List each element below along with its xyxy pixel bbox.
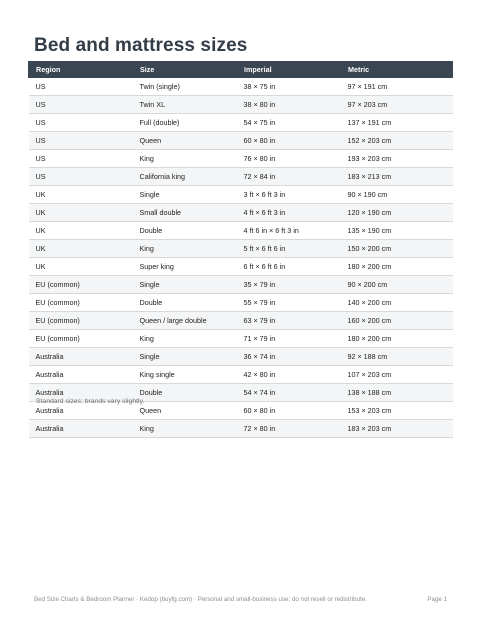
table-row xyxy=(29,240,453,258)
cell-metric: 97 × 191 cm xyxy=(341,78,453,96)
cell-size: Double xyxy=(133,222,237,240)
cell-imperial: 4 ft × 6 ft 3 in xyxy=(237,204,341,222)
bed-sizes-table xyxy=(28,61,453,438)
page-number: Page 1 xyxy=(427,596,447,603)
header-imperial: Imperial xyxy=(237,62,341,78)
table-row xyxy=(29,114,453,132)
cell-size: Queen xyxy=(133,132,237,150)
table-body xyxy=(29,78,453,438)
table-row xyxy=(29,168,453,186)
cell-imperial: 6 ft × 6 ft 6 in xyxy=(237,258,341,276)
cell-imperial: 3 ft × 6 ft 3 in xyxy=(237,186,341,204)
header-metric: Metric xyxy=(341,62,453,78)
cell-metric: 180 × 200 cm xyxy=(341,330,453,348)
cell-imperial: 55 × 79 in xyxy=(237,294,341,312)
cell-size: California king xyxy=(133,168,237,186)
cell-size: Small double xyxy=(133,204,237,222)
cell-metric: 90 × 200 cm xyxy=(341,276,453,294)
cell-region: US xyxy=(29,168,133,186)
cell-metric: 152 × 203 cm xyxy=(341,132,453,150)
table-row xyxy=(29,204,453,222)
table-row xyxy=(29,348,453,366)
cell-metric: 90 × 190 cm xyxy=(341,186,453,204)
cell-metric: 140 × 200 cm xyxy=(341,294,453,312)
cell-metric: 137 × 191 cm xyxy=(341,114,453,132)
table-row xyxy=(29,186,453,204)
cell-size: Full (double) xyxy=(133,114,237,132)
cell-imperial: 63 × 79 in xyxy=(237,312,341,330)
cell-size: Double xyxy=(133,384,237,402)
cell-region: Australia xyxy=(29,366,133,384)
cell-size: Double xyxy=(133,294,237,312)
cell-size: King xyxy=(133,420,237,438)
table-row xyxy=(29,78,453,96)
cell-region: Australia xyxy=(29,348,133,366)
cell-metric: 138 × 188 cm xyxy=(341,384,453,402)
cell-imperial: 42 × 80 in xyxy=(237,366,341,384)
cell-region: Australia xyxy=(29,402,133,420)
cell-metric: 150 × 200 cm xyxy=(341,240,453,258)
cell-size: Super king xyxy=(133,258,237,276)
cell-metric: 180 × 200 cm xyxy=(341,258,453,276)
cell-region: US xyxy=(29,114,133,132)
cell-size: King xyxy=(133,240,237,258)
page-title: Bed and mattress sizes xyxy=(34,35,248,56)
cell-size: Twin XL xyxy=(133,96,237,114)
cell-region: EU (common) xyxy=(29,312,133,330)
cell-region: EU (common) xyxy=(29,294,133,312)
table-row xyxy=(29,366,453,384)
cell-region: US xyxy=(29,132,133,150)
cell-region: Australia xyxy=(29,420,133,438)
cell-imperial: 54 × 75 in xyxy=(237,114,341,132)
cell-region: UK xyxy=(29,186,133,204)
cell-region: UK xyxy=(29,222,133,240)
cell-metric: 120 × 190 cm xyxy=(341,204,453,222)
cell-imperial: 54 × 74 in xyxy=(237,384,341,402)
cell-region: UK xyxy=(29,240,133,258)
cell-size: King xyxy=(133,150,237,168)
cell-region: UK xyxy=(29,258,133,276)
table-row xyxy=(29,294,453,312)
cell-metric: 107 × 203 cm xyxy=(341,366,453,384)
cell-imperial: 36 × 74 in xyxy=(237,348,341,366)
cell-imperial: 5 ft × 6 ft 6 in xyxy=(237,240,341,258)
cell-imperial: 4 ft 6 in × 6 ft 3 in xyxy=(237,222,341,240)
cell-imperial: 72 × 84 in xyxy=(237,168,341,186)
table-row xyxy=(29,276,453,294)
table-row xyxy=(29,330,453,348)
cell-region: US xyxy=(29,96,133,114)
table-row xyxy=(29,420,453,438)
cell-size: Single xyxy=(133,348,237,366)
footer-text: Bed Size Charts & Bedroom Planner · Kedop (buyfg.com) · Personal and small-business use; do not resell or redistribute. xyxy=(34,596,367,603)
cell-region: US xyxy=(29,78,133,96)
cell-size: Queen / large double xyxy=(133,312,237,330)
table-row xyxy=(29,96,453,114)
table-row xyxy=(29,258,453,276)
cell-imperial: 71 × 79 in xyxy=(237,330,341,348)
table-note: Standard sizes; brands vary slightly. xyxy=(36,398,145,405)
table-row xyxy=(29,222,453,240)
cell-region: Australia xyxy=(29,384,133,402)
cell-metric: 183 × 213 cm xyxy=(341,168,453,186)
cell-region: US xyxy=(29,150,133,168)
cell-metric: 193 × 203 cm xyxy=(341,150,453,168)
cell-metric: 183 × 203 cm xyxy=(341,420,453,438)
cell-region: EU (common) xyxy=(29,330,133,348)
cell-imperial: 38 × 80 in xyxy=(237,96,341,114)
cell-metric: 97 × 203 cm xyxy=(341,96,453,114)
cell-imperial: 60 × 80 in xyxy=(237,402,341,420)
cell-size: King xyxy=(133,330,237,348)
table-row xyxy=(29,150,453,168)
cell-imperial: 35 × 79 in xyxy=(237,276,341,294)
cell-metric: 160 × 200 cm xyxy=(341,312,453,330)
cell-metric: 153 × 203 cm xyxy=(341,402,453,420)
cell-region: EU (common) xyxy=(29,276,133,294)
cell-size: Single xyxy=(133,276,237,294)
cell-size: Queen xyxy=(133,402,237,420)
cell-size: Twin (single) xyxy=(133,78,237,96)
cell-region: UK xyxy=(29,204,133,222)
cell-imperial: 38 × 75 in xyxy=(237,78,341,96)
table-header xyxy=(29,62,453,78)
cell-metric: 92 × 188 cm xyxy=(341,348,453,366)
table-row xyxy=(29,132,453,150)
cell-size: King single xyxy=(133,366,237,384)
cell-size: Single xyxy=(133,186,237,204)
table-row xyxy=(29,312,453,330)
header-size: Size xyxy=(133,62,237,78)
cell-imperial: 72 × 80 in xyxy=(237,420,341,438)
cell-imperial: 76 × 80 in xyxy=(237,150,341,168)
header-region: Region xyxy=(29,62,133,78)
cell-metric: 135 × 190 cm xyxy=(341,222,453,240)
cell-imperial: 60 × 80 in xyxy=(237,132,341,150)
